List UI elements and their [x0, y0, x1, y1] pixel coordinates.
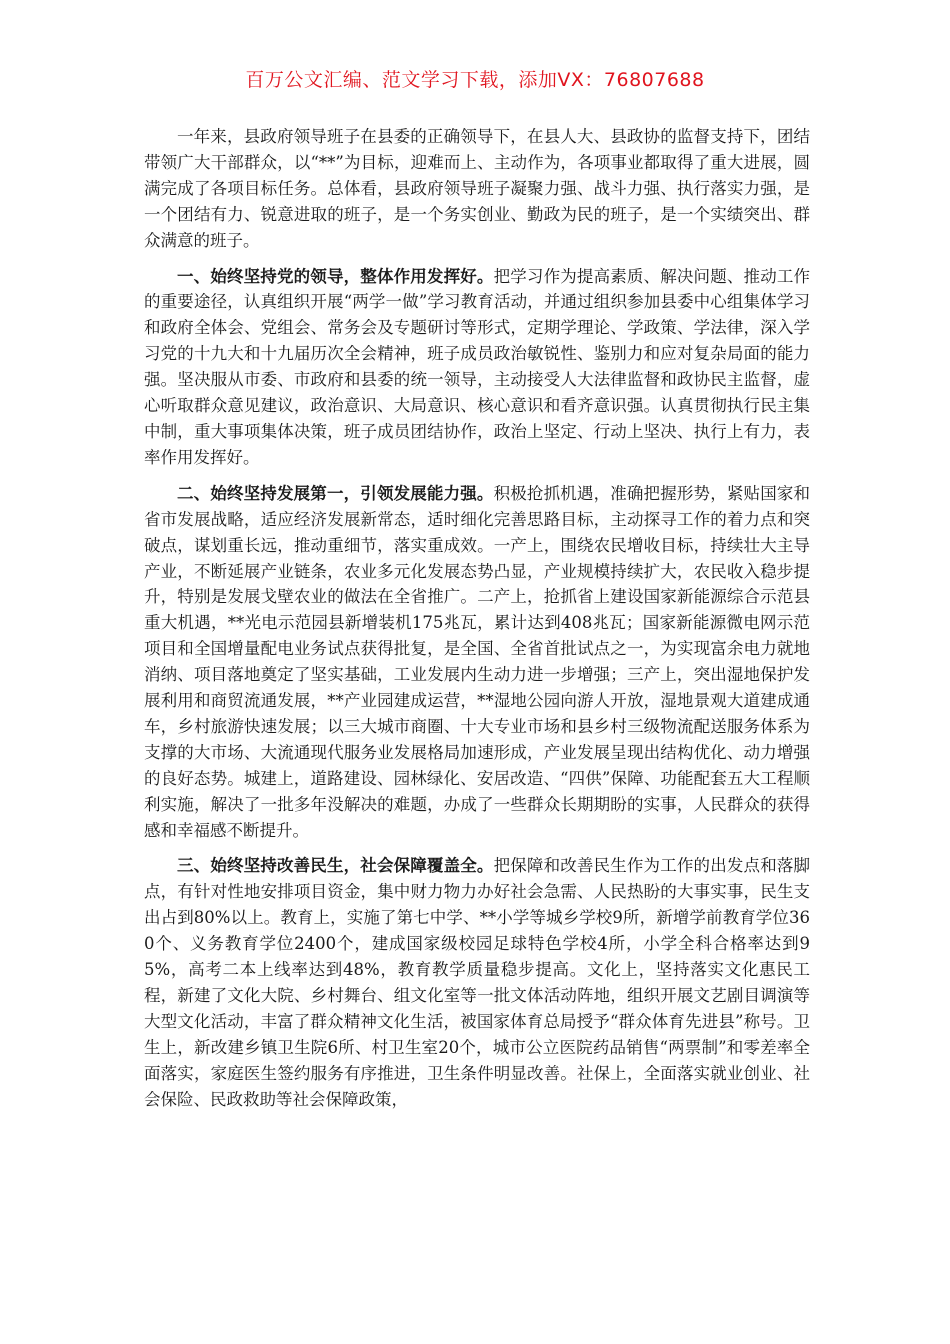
paragraph-heading: 三、始终坚持改善民生，社会保障覆盖全。: [177, 856, 494, 876]
paragraph-section-3: [144, 853, 810, 1112]
paragraph-text: 把学习作为提高素质、解决问题、推动工作的重要途径，认真组织开展“两学一做”学习教育活动，并通过组织参加县委中心组集体学习和政府全体会、党组会、常务会及专题研讨等形式，定期学理论、学政策、学法律，深入学习党的十九大和十九届历次全会精神，班子成员政治敏锐性、鉴别力和应对复杂局面的能力强。坚决服从市委、市政府和县委的统一领导，主动接受人大法律监督和政协民主监督，虚心听取群众意见建议，政治意识、大局意识、核心意识和看齐意识强。认真贯彻执行民主集中制，重大事项集体决策，班子成员团结协作，政治上坚定、行动上坚决、执行上有力，表率作用发挥好。: [144, 266, 811, 467]
paragraph-text: 把保障和改善民生作为工作的出发点和落脚点，有针对性地安排项目资金，集中财力物力办好社会急需、人民热盼的大事实事，民生支出占到80%以上。教育上，实施了第七中学、**小学等城乡学校9所，新增学前教育学位360个、义务教育学位2400个，建成国家级校园足球特色学校4所，小学全科合格率达到95%，高考二本上线率达到48%，教育教学质量稳步提高。文化上，坚持落实文化惠民工程，新建了文化大院、乡村舞台、组文化室等一批文体活动阵地，组织开展文艺剧目调演等大型文化活动，丰富了群众精神文化生活，被国家体育总局授予“群众体育先进县”称号。卫生上，新改建乡镇卫生院6所、村卫生室20个，城市公立医院药品销售“两票制”和零差率全面落实，家庭医生签约服务有序推进，卫生条件明显改善。社保上，全面落实就业创业、社会保险、民政救助等社会保障政策，: [144, 856, 811, 1109]
page-header-watermark: 百万公文汇编、范文学习下载，添加VX：76807688: [245, 69, 705, 91]
paragraph-text: 积极抢抓机遇，准确把握形势，紧贴国家和省市发展战略，适应经济发展新常态，适时细化完善思路目标，主动探寻工作的着力点和突破点，谋划重长远，推动重细节，落实重成效。一产上，围绕农民增收目标，持续壮大主导产业，不断延展产业链条，农业多元化发展态势凸显，产业规模持续扩大，农民收入稳步提升，特别是发展戈壁农业的做法在全省推广。二产上，抢抓省上建设国家新能源综合示范县重大机遇，**光电示范园县新增装机175兆瓦，累计达到408兆瓦；国家新能源微电网示范项目和全国增量配电业务试点获得批复，是全国、全省首批试点之一，为实现富余电力就地消纳、项目落地奠定了坚实基础，工业发展内生动力进一步增强；三产上，突出湿地保护发展利用和商贸流通发展，**产业园建成运营，**湿地公园向游人开放，湿地景观大道建成通车，乡村旅游快速发展；以三大城市商圈、十大专业市场和县乡村三级物流配送服务体系为支撑的大市场、大流通现代服务业发展格局加速形成，产业发展呈现出结构优化、动力增强的良好态势。城建上，道路建设、园林绿化、安居改造、“四供”保障、功能配套五大工程顺利实施，解决了一批多年没解决的难题，办成了一些群众长期期盼的实事，人民群众的获得感和幸福感不断提升。: [144, 483, 811, 840]
paragraph-text: 一年来，县政府领导班子在县委的正确领导下，在县人大、县政协的监督支持下，团结带领广大干部群众，以“**”为目标，迎难而上、主动作为，各项事业都取得了重大进展，圆满完成了各项目标任务。总体看，县政府领导班子凝聚力强、战斗力强、执行落实力强，是一个团结有力、锐意进取的班子，是一个务实创业、勤政为民的班子，是一个实绩突出、群众满意的班子。: [144, 127, 810, 250]
paragraph-heading: 二、始终坚持发展第一，引领发展能力强。: [177, 483, 494, 503]
paragraph-section-2: [144, 481, 810, 844]
paragraph-intro: [144, 124, 810, 254]
document-body: [144, 124, 810, 1123]
paragraph-section-1: [144, 264, 810, 471]
paragraph-heading: 一、始终坚持党的领导，整体作用发挥好。: [177, 266, 494, 286]
